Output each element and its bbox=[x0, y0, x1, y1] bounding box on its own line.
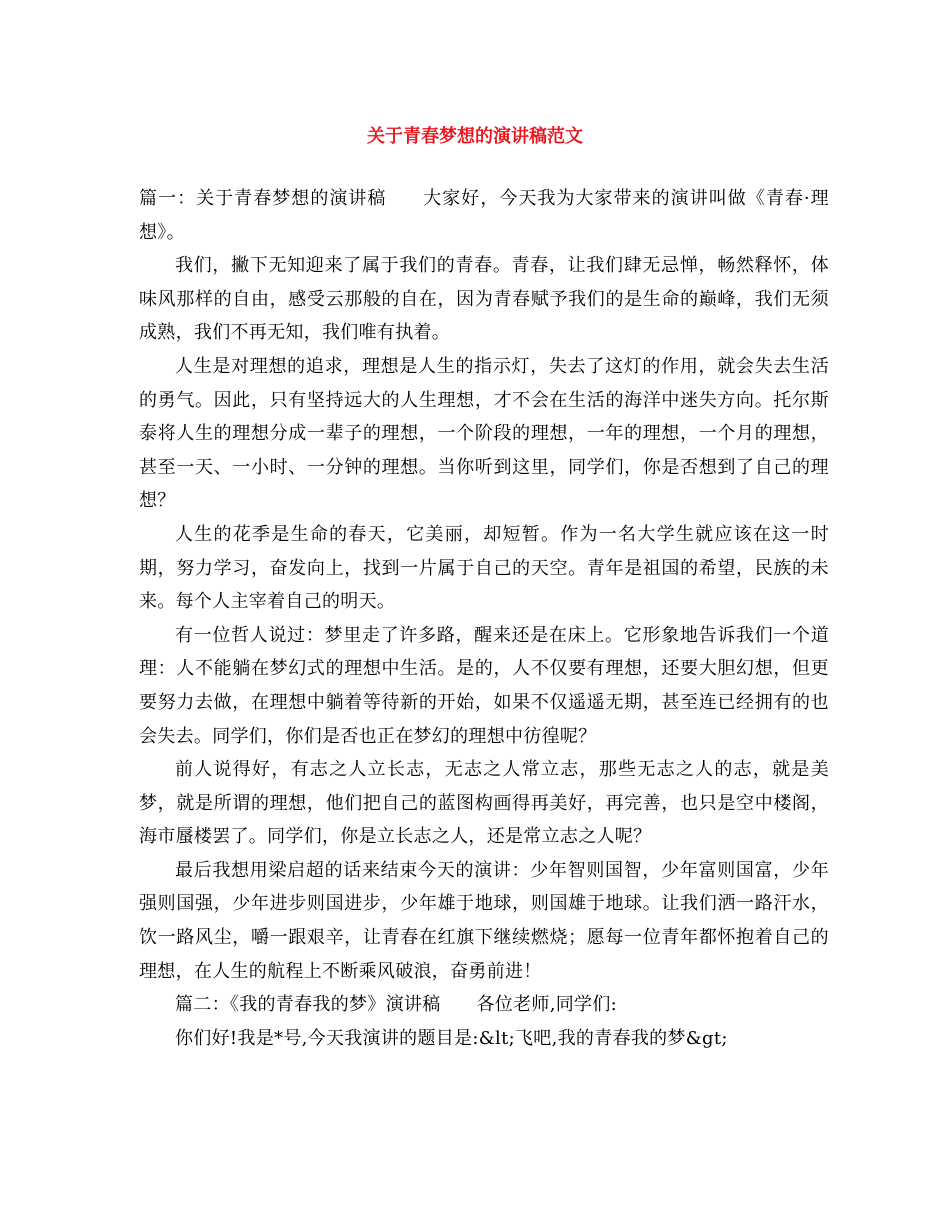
intro-text: 大家好，今天我为大家带来的演讲叫做《青春·理想》。 bbox=[139, 188, 829, 243]
speech-opening-line: 你们好!我是*号,今天我演讲的题目是:&lt;飞吧,我的青春我的梦&gt; bbox=[175, 1027, 728, 1049]
document-body bbox=[139, 182, 829, 1055]
body-paragraph: 前人说得好，有志之人立长志，无志之人常立志，那些无志之人的志，就是美梦，就是所谓的理想，他们把自己的蓝图构画得再美好，再完善，也只是空中楼阁，海市蜃楼罢了。同学们，你是立长志之人，还是常立志之人呢？ bbox=[139, 759, 829, 848]
section-two-heading: 篇二：《我的青春我的梦》演讲稿 bbox=[175, 994, 441, 1016]
section-two-paragraph bbox=[139, 988, 829, 1022]
document-title: 关于青春梦想的演讲稿范文 bbox=[367, 126, 583, 147]
body-paragraph: 人生是对理想的追求，理想是人生的指示灯，失去了这灯的作用，就会失去生活的勇气。因此，只有坚持远大的人生理想，才不会在生活的海洋中迷失方向。托尔斯泰将人生的理想分成一辈子的理想，一个阶段的理想，一年的理想，一个月的理想，甚至一天、一小时、一分钟的理想。当你听到这里，同学们，你是否想到了自己的理想？ bbox=[139, 355, 829, 512]
body-paragraph: 人生的花季是生命的春天，它美丽，却短暂。作为一名大学生就应该在这一时期，努力学习，奋发向上，找到一片属于自己的天空。青年是祖国的希望，民族的未来。每个人主宰着自己的明天。 bbox=[139, 523, 829, 613]
body-paragraph: 我们，撇下无知迎来了属于我们的青春。青春，让我们肆无忌惮，畅然释怀，体味风那样的自由，感受云那般的自在，因为青春赋予我们的是生命的巅峰，我们无须成熟，我们不再无知，我们唯有执着。 bbox=[139, 255, 829, 344]
intro-paragraph bbox=[139, 182, 829, 249]
greeting-text: 各位老师,同学们: bbox=[476, 994, 617, 1016]
section-one-heading: 篇一：关于青春梦想的演讲稿 bbox=[139, 188, 387, 209]
body-paragraph: 最后我想用梁启超的话来结束今天的演讲：少年智则国智，少年富则国富，少年强则国强，少年进步则国进步，少年雄于地球，则国雄于地球。让我们洒一路汗水，饮一路风尘，嚼一跟艰辛，让青春在红旗下继续燃烧；愿每一位青年都怀抱着自己的理想，在人生的航程上不断乘风破浪，奋勇前进！ bbox=[139, 859, 829, 982]
body-paragraph: 有一位哲人说过：梦里走了许多路，醒来还是在床上。它形象地告诉我们一个道理：人不能躺在梦幻式的理想中生活。是的，人不仅要有理想，还要大胆幻想，但更要努力去做，在理想中躺着等待新的开始，如果不仅遥遥无期，甚至连已经拥有的也会失去。同学们，你们是否也正在梦幻的理想中彷徨呢？ bbox=[139, 624, 829, 747]
